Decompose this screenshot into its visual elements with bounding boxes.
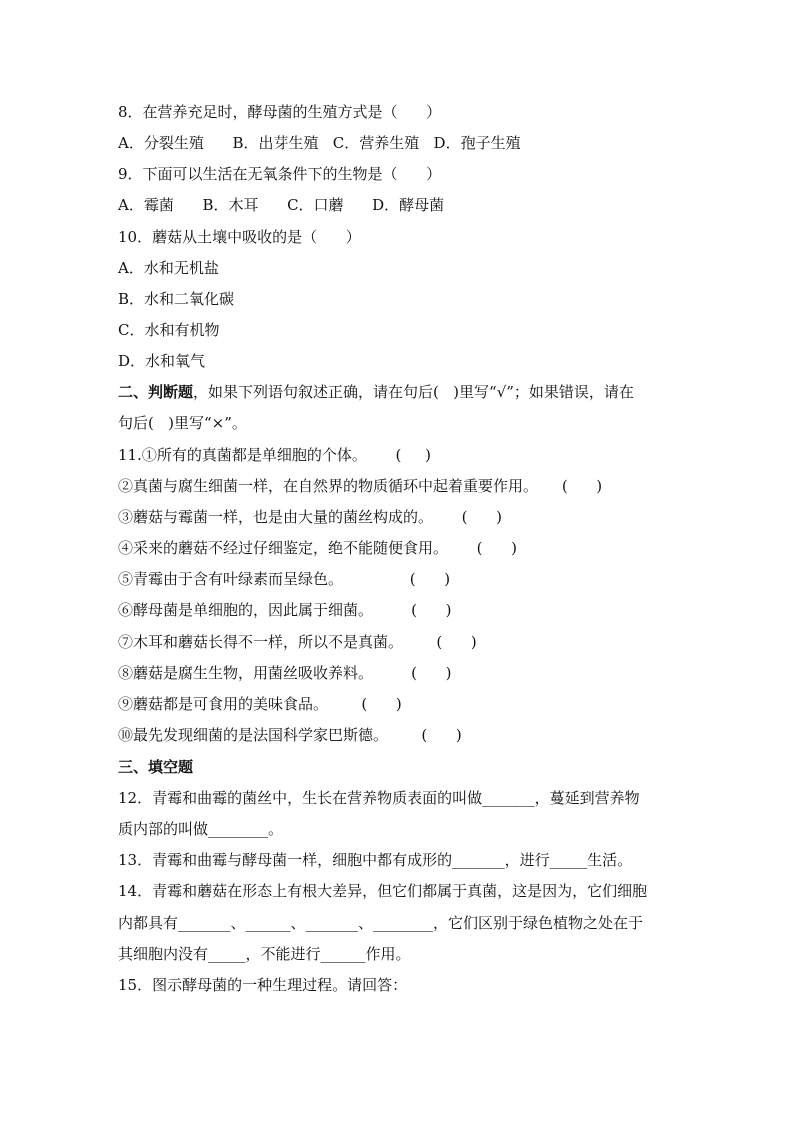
- question-11-item: ⑤青霉由于含有叶绿素而呈绿色。 ( ): [118, 570, 451, 588]
- question-11-item: ⑥酵母菌是单细胞的，因此属于细菌。 ( ): [118, 601, 452, 619]
- question-10-option-d: D．水和氧气: [118, 352, 206, 370]
- question-11-item: ③蘑菇与霉菌一样，也是由大量的菌丝构成的。 ( ): [118, 508, 502, 526]
- section-2-title: 二、判断题: [118, 383, 194, 401]
- question-11-item: ⑧蘑菇是腐生生物，用菌丝吸收养料。 ( ): [118, 664, 452, 682]
- question-14-line-3: 其细胞内没有_____，不能进行______作用。: [118, 945, 411, 963]
- question-14-line-2: 内都具有_______、______、_______、________，它们区别于绿色植物之处在于: [118, 914, 644, 932]
- question-11-item: ②真菌与腐生细菌一样，在自然界的物质循环中起着重要作用。 ( ): [118, 477, 603, 495]
- section-2-intro: [118, 382, 634, 402]
- question-10-option-a: A．水和无机盐: [118, 259, 219, 277]
- question-11-item: ⑨蘑菇都是可食用的美味食品。 ( ): [118, 695, 402, 713]
- question-9-options: A．霉菌 B．木耳 C．口蘑 D．酵母菌: [118, 196, 445, 214]
- question-11-item: ⑦木耳和蘑菇长得不一样，所以不是真菌。 ( ): [118, 633, 477, 651]
- question-13-line-1: 13．青霉和曲霉与酵母菌一样，细胞中都有成形的_______，进行_____生活。: [118, 851, 633, 869]
- question-8-stem: 8．在营养充足时，酵母菌的生殖方式是（ ）: [118, 103, 442, 121]
- question-8-options: A．分裂生殖 B．出芽生殖 C．营养生殖 D．孢子生殖: [118, 134, 521, 152]
- question-10-stem: 10．蘑菇从土壤中吸收的是（ ）: [118, 228, 361, 246]
- question-11-item: ④采来的蘑菇不经过仔细鉴定，绝不能随便食用。 ( ): [118, 539, 517, 557]
- question-12-line-1: 12．青霉和曲霉的菌丝中，生长在营养物质表面的叫做_______，蔓延到营养物: [118, 789, 640, 807]
- question-14-line-1: 14．青霉和蘑菇在形态上有根大差异，但它们都属于真菌，这是因为，它们细胞: [118, 882, 648, 900]
- question-10-option-b: B．水和二氧化碳: [118, 290, 235, 308]
- question-10-option-c: C．水和有机物: [118, 321, 220, 339]
- section-2-intro-line-2: 句后( )里写“×”。: [118, 414, 247, 432]
- question-11-item: ⑩最先发现细菌的是法国科学家巴斯德。 ( ): [118, 726, 462, 744]
- question-9-stem: 9．下面可以生活在无氧条件下的生物是（ ）: [118, 165, 442, 183]
- question-15-line-1: 15．图示酵母菌的一种生理过程。请回答：: [118, 976, 408, 994]
- question-11-item: 11.①所有的真菌都是单细胞的个体。 ( ): [118, 446, 432, 464]
- question-12-line-2: 质内部的叫做________。: [118, 820, 284, 838]
- section-2-intro-line-1: ，如果下列语句叙述正确，请在句后( )里写“√”；如果错误，请在: [193, 383, 634, 401]
- section-3-title: 三、填空题: [118, 758, 194, 776]
